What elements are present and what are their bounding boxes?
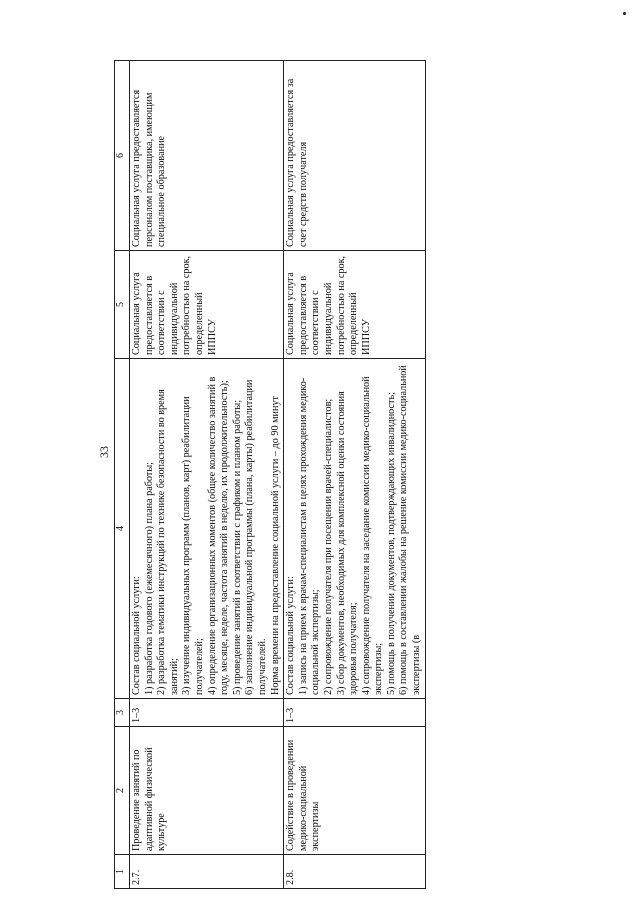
row-number: 2.8.	[284, 855, 426, 889]
provision-terms: Социальная услуга предоставляется в соответствии с индивидуальной потребностью на срок, определенный ИППСУ	[130, 251, 284, 359]
header-col-4: 4	[115, 359, 130, 699]
table-row	[284, 61, 426, 889]
header-col-3: 3	[115, 699, 130, 727]
composition-line: 6) помощь в составлении жалобы на решение комиссии медико-социальной экспертизы (в	[398, 365, 423, 695]
composition-line: Состав социальной услуги:	[131, 576, 142, 695]
speck-mark	[623, 12, 626, 15]
header-col-2: 2	[115, 727, 130, 855]
provision-conditions: Социальная услуга предоставляется за счет средств получателя	[284, 61, 426, 251]
rotated-page-content	[114, 61, 474, 889]
period: 1–3	[284, 699, 426, 727]
composition-line: 2) сопровождение получателя при посещении врачей-специалистов;	[322, 398, 334, 695]
composition-line: 5) проведение занятий в соответствии с графиком и планом работы;	[231, 399, 243, 695]
composition-line: 4) сопровождение получателя на заседание комиссии медико-социальной экспертизы;	[360, 376, 385, 695]
header-col-6: 6	[115, 61, 130, 251]
header-col-5: 5	[115, 251, 130, 359]
row-number: 2.7.	[130, 855, 284, 889]
provision-conditions: Социальная услуга предоставляется персоналом поставщика, имеющим специальное образование	[130, 61, 284, 251]
table-row	[130, 61, 284, 889]
composition-line: 4) определение организационных моментов (общее количество занятий в году, месяце, неделе, частота занятий в неделю, их продолжительность);	[206, 376, 231, 695]
services-table	[114, 60, 426, 889]
service-name: Содействие в проведении медико-социальной экспертизы	[284, 727, 426, 855]
composition-line: 5) помощь в получении документов, подтверждающих инвалидность;	[385, 392, 397, 695]
service-name: Проведение занятий по адаптивной физической культуре	[130, 727, 284, 855]
composition-line: 2) разработка тематики инструкций по технике безопасности во время занятий;	[156, 389, 180, 695]
composition-line: Состав социальной услуги:	[285, 576, 297, 695]
service-composition	[284, 359, 426, 699]
header-col-1: 1	[115, 855, 130, 889]
composition-line: Норма времени на предоставление социальной услуги – до 90 минут	[269, 395, 281, 695]
header-row	[115, 61, 130, 889]
composition-line: 3) изучение индивидуальных программ (планов, карт) реабилитации получателей;	[181, 396, 205, 695]
composition-line: 3) сбор документов, необходимых для комплексной оценки состояния здоровья получателя;	[335, 391, 360, 695]
composition-line: 1) разработка годового (ежемесячного) плана работы;	[143, 461, 155, 695]
period: 1–3	[130, 699, 284, 727]
service-composition	[130, 359, 284, 699]
composition-line: 1) запись на прием к врачам-специалистам в целях прохождения медико-социальной экспертизы;	[297, 377, 322, 695]
composition-line: 6) заполнение индивидуальной программы (плана, карты) реабилитации получателей.	[244, 379, 268, 695]
page-number: 33	[97, 446, 111, 458]
provision-terms: Социальная услуга предоставляется в соответствии с индивидуальной потребностью на срок, определенный ИППСУ	[284, 251, 426, 359]
